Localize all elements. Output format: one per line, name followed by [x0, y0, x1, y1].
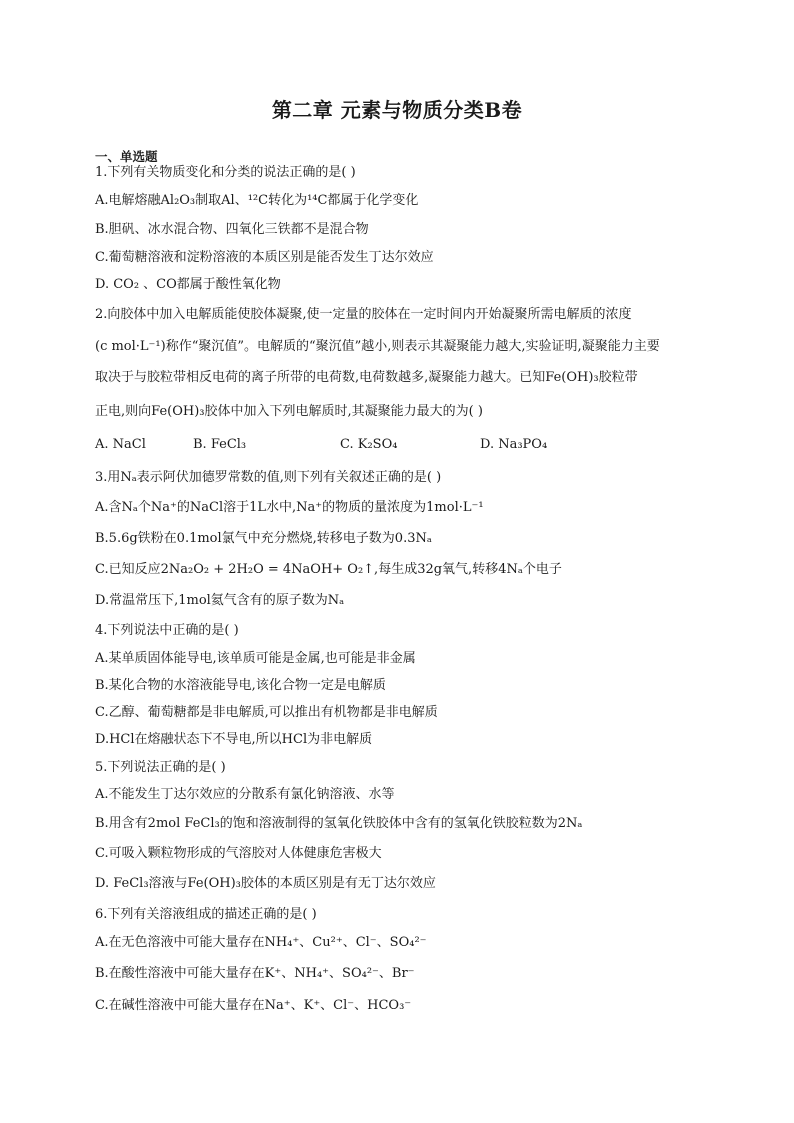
question-3-option-d: D.常温常压下,1mol氦气含有的原子数为Nₐ	[95, 593, 345, 608]
question-4-stem: 4.下列说法中正确的是( )	[95, 623, 239, 638]
question-2-option-d: D. Na₃PO₄	[480, 437, 548, 452]
question-5-option-c: C.可吸入颗粒物形成的气溶胶对人体健康危害极大	[95, 846, 382, 861]
question-1-option-a: A.电解熔融Al₂O₃制取Al、¹²C转化为¹⁴C都属于化学变化	[95, 193, 419, 208]
question-1-stem: 1.下列有关物质变化和分类的说法正确的是( )	[95, 165, 356, 180]
question-2-option-c: C. K₂SO₄	[340, 437, 398, 452]
question-5-stem: 5.下列说法正确的是( )	[95, 760, 226, 775]
question-1-option-b: B.胆矾、冰水混合物、四氧化三铁都不是混合物	[95, 222, 369, 237]
question-2-stem-line-1: 2.向胶体中加入电解质能使胶体凝聚,使一定量的胶体在一定时间内开始凝聚所需电解质的浓度	[95, 307, 632, 322]
page-title: 第二章 元素与物质分类B卷	[271, 98, 523, 122]
question-2-stem-line-2: (c mol·L⁻¹)称作“聚沉值”。电解质的“聚沉值”越小,则表示其凝聚能力越大,实验证明,凝聚能力主要	[95, 339, 660, 354]
question-6-stem: 6.下列有关溶液组成的描述正确的是( )	[95, 907, 317, 922]
question-2-option-a: A. NaCl	[95, 437, 146, 452]
question-5-option-b: B.用含有2mol FeCl₃的饱和溶液制得的氢氧化铁胶体中含有的氢氧化铁胶粒数为2Nₐ	[95, 816, 583, 831]
question-2-option-b: B. FeCl₃	[193, 437, 247, 452]
question-3-option-b: B.5.6g铁粉在0.1mol氯气中充分燃烧,转移电子数为0.3Nₐ	[95, 531, 432, 546]
question-4-option-c: C.乙醇、葡萄糖都是非电解质,可以推出有机物都是非电解质	[95, 705, 438, 720]
section-heading: 一、单选题	[95, 149, 158, 164]
question-1-option-c: C.葡萄糖溶液和淀粉溶液的本质区别是能否发生丁达尔效应	[95, 250, 434, 265]
question-4-option-d: D.HCl在熔融状态下不导电,所以HCl为非电解质	[95, 732, 373, 747]
question-2-stem-line-3: 取决于与胶粒带相反电荷的离子所带的电荷数,电荷数越多,凝聚能力越大。已知Fe(OH)₃胶粒带	[95, 370, 638, 385]
question-6-option-a: A.在无色溶液中可能大量存在NH₄⁺、Cu²⁺、Cl⁻、SO₄²⁻	[95, 935, 427, 950]
question-4-option-b: B.某化合物的水溶液能导电,该化合物一定是电解质	[95, 678, 386, 693]
question-6-option-c: C.在碱性溶液中可能大量存在Na⁺、K⁺、Cl⁻、HCO₃⁻	[95, 998, 412, 1013]
question-6-option-b: B.在酸性溶液中可能大量存在K⁺、NH₄⁺、SO₄²⁻、Br⁻	[95, 966, 415, 981]
question-1-option-d: D. CO₂ 、CO都属于酸性氧化物	[95, 277, 281, 292]
question-2-stem-line-4: 正电,则向Fe(OH)₃胶体中加入下列电解质时,其凝聚能力最大的为( )	[95, 404, 483, 419]
question-4-option-a: A.某单质固体能导电,该单质可能是金属,也可能是非金属	[95, 651, 416, 666]
question-3-stem: 3.用Nₐ表示阿伏加德罗常数的值,则下列有关叙述正确的是( )	[95, 470, 442, 485]
question-3-option-c: C.已知反应2Na₂O₂ + 2H₂O = 4NaOH+ O₂↑,每生成32g氧气,转移4Nₐ个电子	[95, 562, 562, 577]
question-5-option-a: A.不能发生丁达尔效应的分散系有氯化钠溶液、水等	[95, 787, 395, 802]
question-5-option-d: D. FeCl₃溶液与Fe(OH)₃胶体的本质区别是有无丁达尔效应	[95, 876, 436, 891]
question-3-option-a: A.含Nₐ个Na⁺的NaCl溶于1L水中,Na⁺的物质的量浓度为1mol·L⁻¹	[95, 500, 484, 515]
